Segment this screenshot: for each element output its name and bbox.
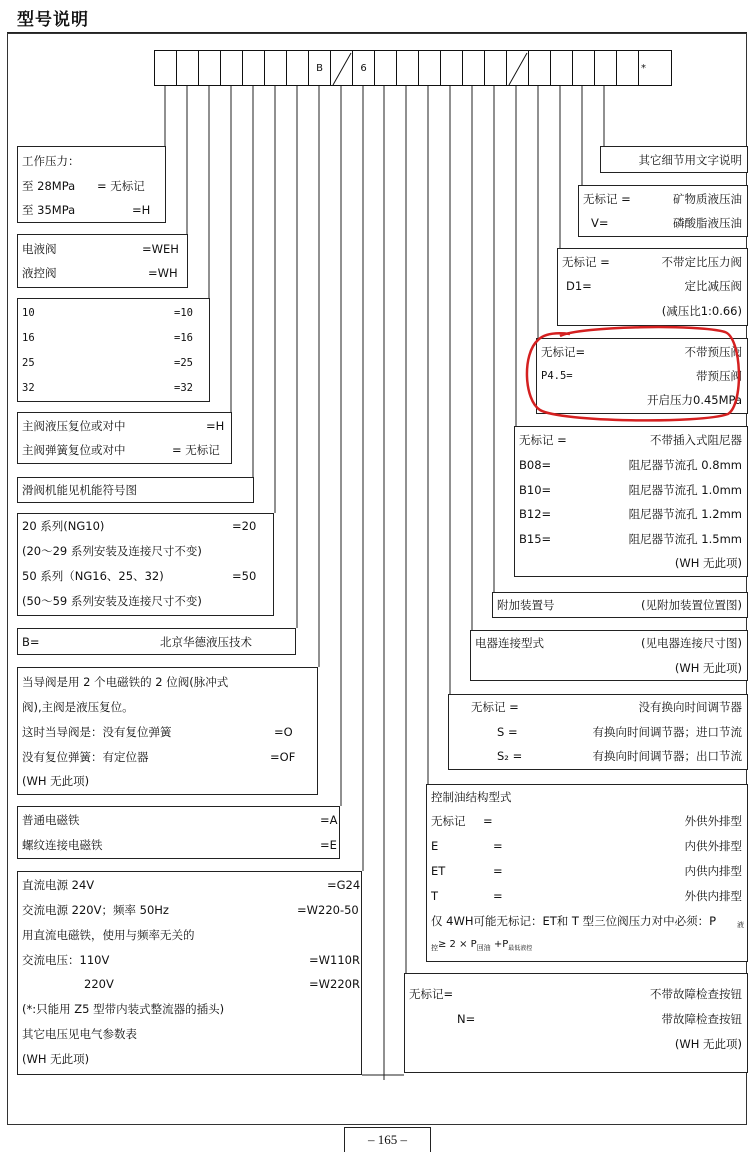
pressure-heading: 工作压力：	[22, 154, 80, 168]
control-note: 仅 4WH可能无标记：ET和 T 型三位阀压力对中必须：P 液	[431, 914, 744, 929]
page-number: – 165 –	[344, 1127, 431, 1152]
valve-row: 液控阀 =WH	[22, 266, 178, 280]
brand-box: B= 北京华德液压技术	[17, 628, 296, 655]
connector-box: 电器连接型式 (见电器连接尺寸图) (WH 无此项)	[470, 630, 748, 681]
fluid-box: 无标记 = 矿物质液压油 V= 磷酸脂液压油	[578, 185, 748, 237]
detail-box: 其它细节用文字说明	[600, 146, 748, 173]
pressure-row: 至 28MPa = 无标记	[22, 179, 145, 193]
pilot-box: 当导阀是用 2 个电磁铁的 2 位阀(脉冲式 阀),主阀是液压复位。 这时当导阀是：没有复位弹簧 =O 没有复位弹簧：有定位器 =OF (WH 无此项)	[17, 667, 318, 795]
page-title: 型号说明	[17, 10, 89, 30]
fault-box: 无标记= 不带故障检查按钮 N= 带故障检查按钮 (WH 无此项)	[404, 973, 748, 1073]
reset-box: 主阀液压复位或对中 =H 主阀弹簧复位或对中 = 无标记	[17, 412, 232, 464]
magnet-box: 普通电磁铁 =A 螺纹连接电磁铁 =E	[17, 806, 340, 859]
preload-box: 无标记= 不带预压阀 P4.5= 带预压阀 开启压力0.45MPa	[536, 338, 748, 414]
series-box: 20 系列(NG10) =20 (20～29 系列安装及连接尺寸不变) 50 系列（NG16、25、32) =50 (50～59 系列安装及连接尺寸不变)	[17, 513, 274, 616]
valve-row: 电液阀 =WEH	[22, 242, 179, 256]
highlight-circle	[520, 324, 742, 422]
control-oil-box: 控制油结构型式 无标记 = 外供外排型 E = 内供外排型 ET = 内供内排型 T = 外供内排型 仅 4WH可能无标记：ET和 T 型三位阀压力对中必须：P 液 $_控\ge 2 \times P_{回油} +P_{最低液控}$	[426, 784, 748, 962]
valve-type-box	[17, 234, 188, 288]
size-box: 10 =10 16 =16 25 =25 32 =32	[17, 298, 210, 402]
pressure-row: 至 35MPa =H	[22, 203, 151, 217]
attach-box: 附加装置号 (见附加装置位置图)	[492, 592, 748, 618]
power-box: 直流电源 24V =G24 交流电源 220V；频率 50Hz =W220-50 用直流电磁铁，使用与频率无关的 交流电压：110V =W110R 220V =W220R (*:只能用 Z5 型带内装式整流器的插头) 其它电压见电气参数表 (WH 无此项)	[17, 871, 362, 1075]
control-formula: $_控\ge 2 \times P_{回油} +P_{最低液控}$	[431, 939, 533, 952]
code-cell: *	[639, 50, 672, 86]
symbol-box: 滑阀机能见机能符号图	[17, 477, 254, 503]
reducer-box: 无标记 = 不带定比压力阀 D1= 定比减压阀 (减压比1:0.66)	[557, 248, 748, 326]
code-cell: B	[309, 50, 331, 86]
pressure-box	[17, 146, 166, 223]
code-cell: 6	[353, 50, 375, 86]
damper-box: 无标记 = 不带插入式阻尼器 B08= 阻尼器节流孔 0.8mm B10= 阻尼器节流孔 1.0mm B12= 阻尼器节流孔 1.2mm B15= 阻尼器节流孔 1.5mm (WH 无此项)	[514, 426, 748, 577]
switch-time-box: 无标记 = 没有换向时间调节器 S = 有换向时间调节器；进口节流 S₂ = 有换向时间调节器；出口节流	[448, 694, 748, 770]
